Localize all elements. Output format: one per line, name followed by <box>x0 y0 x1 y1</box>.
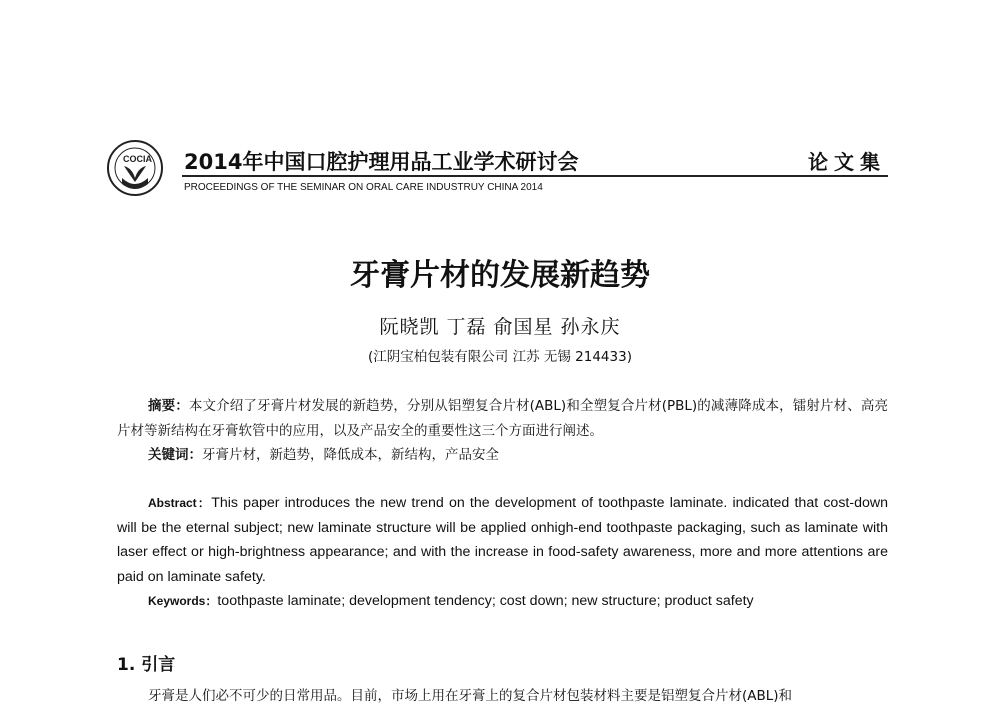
en-abstract-label: Abstract： <box>148 496 212 510</box>
cn-abstract-label: 摘要： <box>148 398 189 414</box>
en-keywords-text: toothpaste laminate; development tendency; cost down; new structure; product safety <box>217 593 754 609</box>
en-keywords <box>117 589 888 614</box>
cn-abstract <box>117 394 888 443</box>
paper-title: 牙膏片材的发展新趋势 <box>350 258 650 293</box>
cn-keywords-text: 牙膏片材，新趋势，降低成本，新结构，产品安全 <box>202 447 499 463</box>
header-divider <box>182 175 888 177</box>
svg-text:COCIA: COCIA <box>123 154 152 164</box>
proceedings-title-en: PROCEEDINGS OF THE SEMINAR ON ORAL CARE INDUSTRUY CHINA 2014 <box>184 182 543 193</box>
cn-keywords-label: 关键词： <box>148 447 202 463</box>
body-paragraph: 牙膏是人们必不可少的日常用品。目前，市场上用在牙膏上的复合片材包装材料主要是铝塑复合片材(ABL)和 <box>148 688 793 704</box>
en-keywords-label: Keywords： <box>148 594 218 608</box>
en-abstract <box>117 491 888 589</box>
cn-keywords <box>117 443 888 468</box>
cocia-logo <box>104 138 166 198</box>
proceedings-label: 论文集 <box>808 150 886 174</box>
en-abstract-text: This paper introduces the new trend on the development of toothpaste laminate. indicated that cost-down will be the eternal subject; new laminate structure will be applied onhigh-end toothpaste packaging, such as laminate with laser effect or high-brightness appearance; and with the increase in food-safety awareness, more and more attentions are paid on laminate safety. <box>117 495 888 585</box>
cn-abstract-text: 本文介绍了牙膏片材发展的新趋势，分别从铝塑复合片材(ABL)和全塑复合片材(PBL)的减薄降成本，镭射片材、高亮片材等新结构在牙膏软管中的应用，以及产品安全的重要性这三个方面进行阐述。 <box>117 398 888 439</box>
paper-authors: 阮晓凯 丁磊 俞国星 孙永庆 <box>379 316 621 338</box>
proceedings-title-cn: 2014年中国口腔护理用品工业学术研讨会 <box>184 150 579 174</box>
paper-affiliation: (江阴宝柏包装有限公司 江苏 无锡 214433) <box>368 349 632 365</box>
section-heading: 1. 引言 <box>117 655 176 675</box>
